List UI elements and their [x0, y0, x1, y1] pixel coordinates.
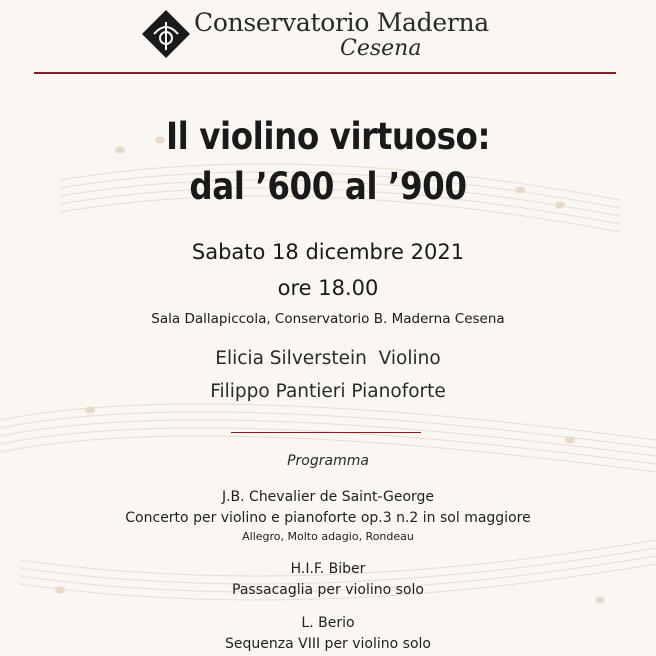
event-venue: Sala Dallapiccola, Conservatorio B. Maderna Cesena: [151, 311, 505, 327]
program-work: Sequenza VIII per violino solo: [225, 636, 431, 652]
program-work: Concerto per violino e pianoforte op.3 n.2 in sol maggiore: [125, 510, 531, 526]
program-composer: H.I.F. Biber: [290, 561, 366, 577]
performer-name: Filippo Pantieri: [210, 381, 346, 402]
event-title: [39, 112, 616, 212]
header: [140, 8, 520, 64]
event-title-line2: dal ’600 al ’900: [189, 165, 467, 208]
conservatory-logo-icon: [140, 8, 192, 60]
event-title-line1: Il violino virtuoso:: [165, 115, 491, 158]
program-divider: [231, 432, 421, 433]
performer-1: [0, 348, 656, 369]
performer-instrument: Pianoforte: [351, 381, 446, 402]
program-movements: Allegro, Molto adagio, Rondeau: [242, 530, 414, 543]
performer-instrument: Violino: [378, 348, 441, 369]
program-composer: L. Berio: [301, 615, 355, 631]
header-divider: [34, 72, 616, 74]
institution-name: Conservatorio Maderna: [194, 8, 489, 37]
performer-2: [0, 381, 656, 402]
institution-city: Cesena: [340, 36, 422, 61]
program-work: Passacaglia per violino solo: [232, 582, 424, 598]
event-date: Sabato 18 dicembre 2021: [191, 240, 465, 264]
event-time: ore 18.00: [277, 276, 379, 300]
performer-name: Elicia Silverstein: [215, 348, 367, 369]
program-composer: J.B. Chevalier de Saint-George: [221, 489, 435, 505]
program-heading: Programma: [287, 453, 369, 469]
